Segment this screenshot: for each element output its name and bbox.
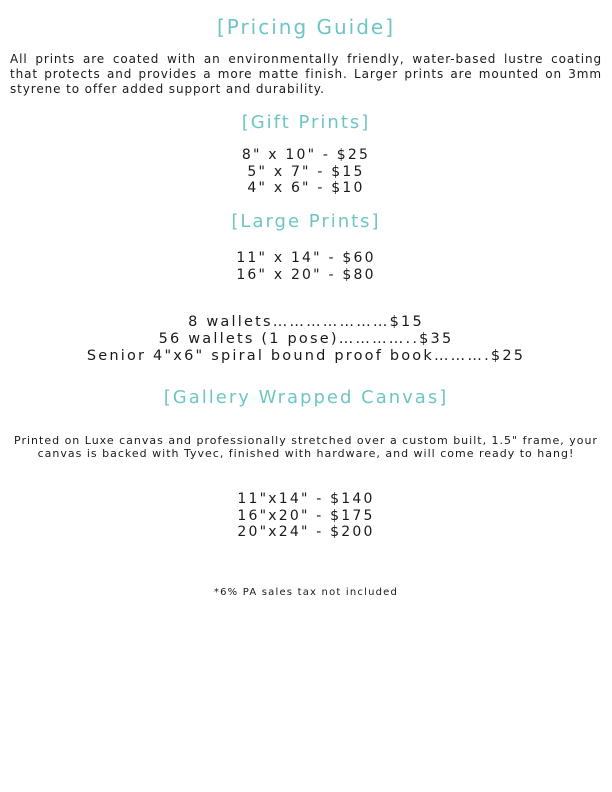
intro-paragraph: All prints are coated with an environmentally friendly, water-based lustre coating that protects and provides a more matte finish. Larger prints are mounted on 3mm styrene to offer added support and durability.: [10, 52, 602, 96]
canvas-price-item: 11"x14" - $140: [237, 491, 375, 507]
large-print-item: 16" x 20" - $80: [236, 266, 376, 283]
gallery-canvas-heading: [Gallery Wrapped Canvas]: [163, 387, 449, 408]
extras-item: 56 wallets (1 pose)…………..$35: [158, 331, 454, 347]
tax-note: *6% PA sales tax not included: [213, 587, 399, 598]
extras-item: 8 wallets…………………$15: [188, 314, 424, 330]
canvas-price-item: 16"x20" - $175: [237, 507, 375, 524]
gift-print-item: 5" x 7" - $15: [247, 163, 365, 180]
extras-list: [0, 314, 612, 365]
gift-print-item: 4" x 6" - $10: [247, 180, 365, 196]
gift-prints-list: [0, 147, 612, 197]
large-prints-list: [0, 250, 612, 283]
gift-prints-heading: [Gift Prints]: [241, 112, 371, 133]
pricing-guide-heading: [Pricing Guide]: [216, 15, 396, 39]
canvas-description: Printed on Luxe canvas and professionally stretched over a custom built, 1.5" frame, your canvas is backed with Tyvec, finished with hardware, and will come ready to hang!: [14, 434, 598, 460]
large-print-item: 11" x 14" - $60: [236, 250, 376, 266]
canvas-prices-list: [0, 491, 612, 541]
large-prints-heading: [Large Prints]: [231, 211, 381, 232]
gift-print-item: 8" x 10" - $25: [241, 147, 371, 163]
extras-item: Senior 4"x6" spiral bound proof book……….$25: [86, 348, 526, 364]
canvas-price-item: 20"x24" - $200: [237, 524, 375, 540]
